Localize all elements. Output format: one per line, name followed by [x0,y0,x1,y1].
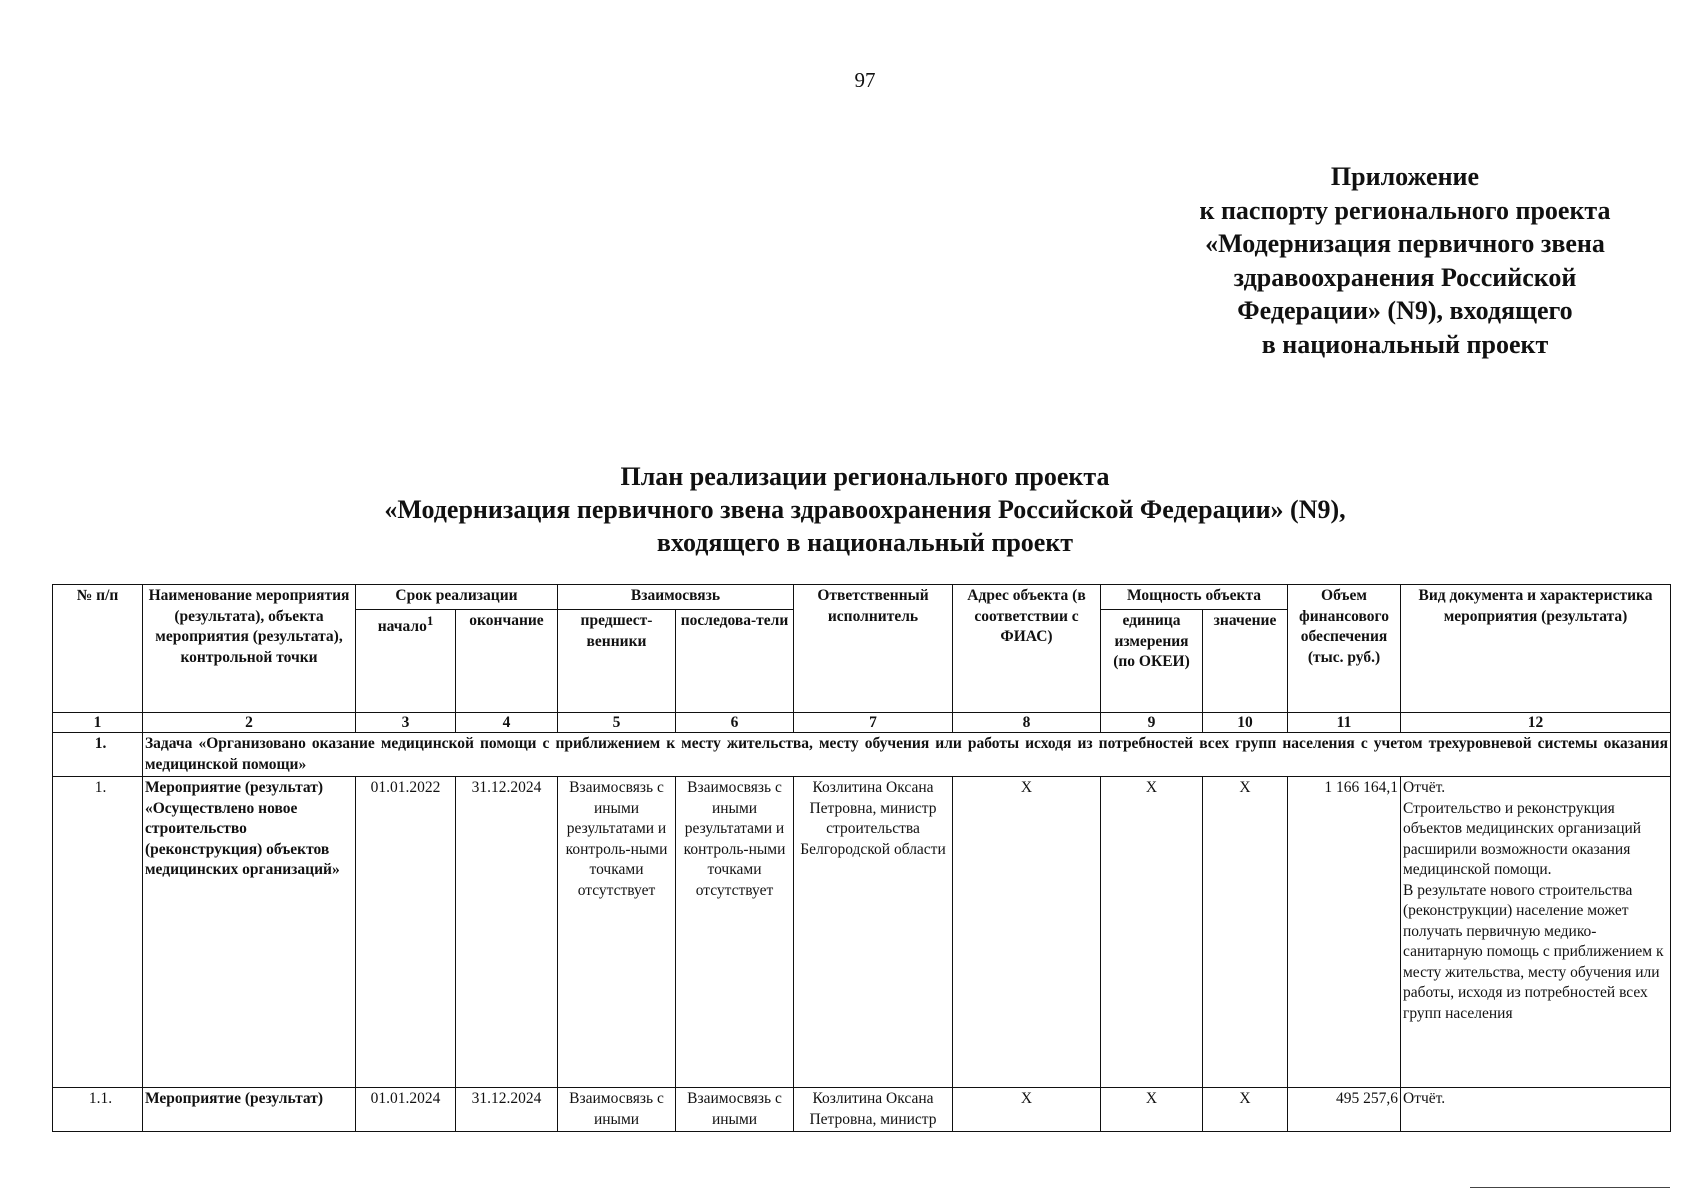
appendix-line: Федерации» (N9), входящего [1237,296,1573,325]
header-start-label: начало [377,618,427,636]
row-number: 1.1. [53,1088,143,1132]
appendix-line: в национальный проект [1261,329,1549,359]
column-number-row [53,713,1671,733]
plan-title [0,460,1708,559]
plan-title-line: «Модернизация первичного звена здравоохранения Российской Федерации» (N9), [384,495,1346,524]
row-funding: 495 257,6 [1288,1088,1401,1132]
row-start-date: 01.01.2024 [356,1088,456,1132]
header-address: Адрес объекта (в соответствии с ФИАС) [953,585,1101,713]
header-unit: единица измерения (по ОКЕИ) [1101,610,1203,713]
row-successors: Взаимосвязь с иными [676,1088,794,1132]
column-number: 2 [143,713,356,733]
column-number: 7 [794,713,953,733]
row-address: X [953,777,1101,1088]
appendix-line: к паспорту регионального проекта [1199,195,1611,225]
row-funding: 1 166 164,1 [1288,777,1401,1088]
row-executor: Козлитина Оксана Петровна, министр строительства Белгородской области [794,777,953,1088]
column-number: 1 [53,713,143,733]
column-number: 8 [953,713,1101,733]
plan-table [52,584,1671,1132]
task-number: 1. [53,733,143,777]
row-unit: X [1101,777,1203,1088]
header-term-group: Срок реализации [356,585,558,610]
row-unit: X [1101,1088,1203,1132]
row-executor: Козлитина Оксана Петровна, министр [794,1088,953,1132]
page-edge-line [1470,1187,1670,1188]
header-capacity-group: Мощность объекта [1101,585,1288,610]
column-number: 11 [1288,713,1401,733]
plan-title-line: План реализации регионального проекта [620,462,1110,491]
header-funding: Объем финансового обеспечения (тыс. руб.) [1288,585,1401,713]
row-address: X [953,1088,1101,1132]
column-number: 4 [456,713,558,733]
header-executor: Ответственный исполнитель [794,585,953,713]
header-link-group: Взаимосвязь [558,585,794,610]
row-end-date: 31.12.2024 [456,1088,558,1132]
column-number: 12 [1401,713,1671,733]
row-predecessors: Взаимосвязь с иными [558,1088,676,1132]
header-document: Вид документа и характеристика мероприятия (результата) [1401,585,1671,713]
row-number: 1. [53,777,143,1088]
column-number: 5 [558,713,676,733]
appendix-line: «Модернизация первичного звена [1205,229,1605,258]
row-end-date: 31.12.2024 [456,777,558,1088]
header-successors: последова-тели [676,610,794,713]
header-number: № п/п [53,585,143,713]
header-name: Наименование мероприятия (результата), объекта мероприятия (результата), контрольной точки [143,585,356,713]
row-value: X [1203,777,1288,1088]
row-name: Мероприятие (результат) [143,1088,356,1132]
task-text: Задача «Организовано оказание медицинской помощи с приближением к месту жительства, месту обучения или работы исходя из потребностей всех групп населения с учетом трехуровневой системы оказания медицинской помощи» [143,733,1671,777]
row-document: Отчёт. [1401,1088,1671,1132]
task-row [53,733,1671,777]
appendix-line: Приложение [1330,162,1480,191]
column-number: 3 [356,713,456,733]
header-start [356,610,456,713]
table-row [53,777,1671,1088]
plan-title-line: входящего в национальный проект [656,528,1074,557]
appendix-block [1160,160,1650,361]
footnote-marker: 1 [426,613,434,628]
row-successors: Взаимосвязь с иными результатами и контроль-ными точками отсутствует [676,777,794,1088]
header-predecessors: предшест-венники [558,610,676,713]
row-name: Мероприятие (результат) «Осуществлено новое строительство (реконструкция) объектов медицинских организаций» [143,777,356,1088]
appendix-line: здравоохранения Российской [1233,262,1577,292]
page-number: 97 [854,68,876,92]
row-document: Отчёт. Строительство и реконструкция объектов медицинских организаций расширили возможности оказания медицинской помощи. В результате нового строительства (реконструкции) население может получать первичную медико-санитарную помощь с приближением к месту жительства, месту обучения или работы, исходя из потребностей всех групп населения [1401,777,1671,1088]
column-number: 6 [676,713,794,733]
row-start-date: 01.01.2022 [356,777,456,1088]
table-row [53,1088,1671,1132]
header-end: окончание [456,610,558,713]
header-value: значение [1203,610,1288,713]
column-number: 10 [1203,713,1288,733]
row-predecessors: Взаимосвязь с иными результатами и контроль-ными точками отсутствует [558,777,676,1088]
row-value: X [1203,1088,1288,1132]
column-number: 9 [1101,713,1203,733]
